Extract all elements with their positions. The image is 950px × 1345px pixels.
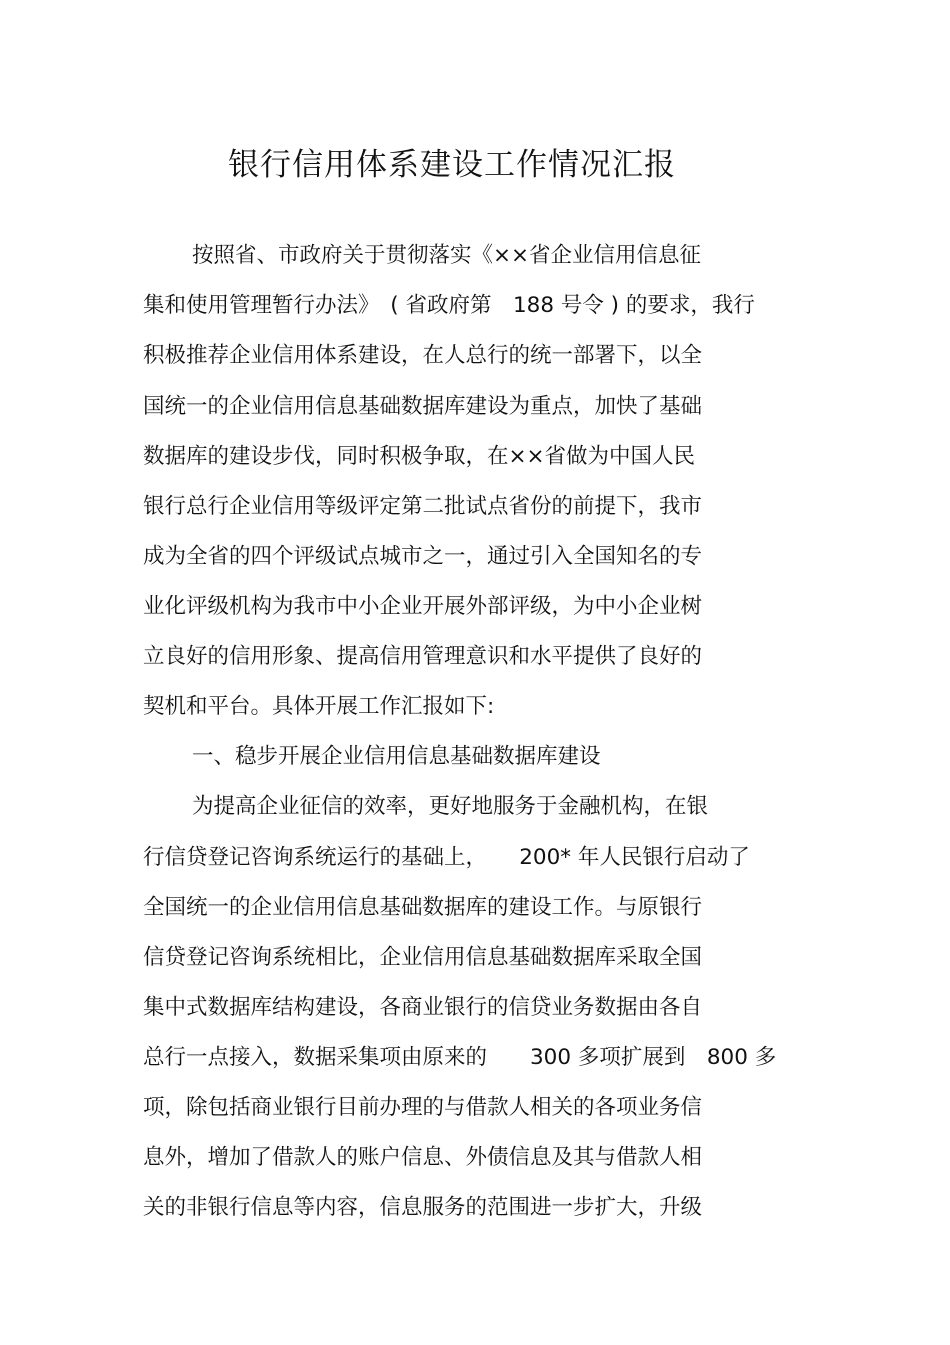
paragraph-line-4: 国统一的企业信用信息基础数据库建设为重点，加快了基础: [143, 394, 703, 419]
paragraph-line-20: 关的非银行信息等内容，信息服务的范围进一步扩大，升级: [143, 1195, 703, 1220]
paragraph-line-15: 信贷登记咨询系统相比，企业信用信息基础数据库采取全国: [143, 945, 703, 970]
paragraph-line-9: 立良好的信用形象、提高信用管理意识和水平提供了良好的: [143, 644, 703, 669]
paragraph-line-8: 业化评级机构为我市中小企业开展外部评级，为中小企业树: [143, 594, 703, 619]
document-title: 银行信用体系建设工作情况汇报: [228, 146, 676, 183]
paragraph-line-6: 银行总行企业信用等级评定第二批试点省份的前提下，我市: [143, 494, 703, 519]
paragraph-line-3: 积极推荐企业信用体系建设，在人总行的统一部署下，以全: [143, 343, 703, 368]
paragraph-line-10: 契机和平台。具体开展工作汇报如下:: [143, 694, 495, 719]
paragraph-line-17: 总行一点接入，数据采集项由原来的 300 多项扩展到 800 多: [143, 1045, 777, 1070]
paragraph-line-12: 为提高企业征信的效率，更好地服务于金融机构，在银: [192, 794, 709, 819]
paragraph-line-2: 集和使用管理暂行办法》 ( 省政府第 188 号令 ) 的要求，我行: [143, 293, 755, 318]
paragraph-line-5: 数据库的建设步伐，同时积极争取，在××省做为中国人民: [143, 444, 696, 469]
paragraph-line-7: 成为全省的四个评级试点城市之一，通过引入全国知名的专: [143, 544, 703, 569]
paragraph-line-16: 集中式数据库结构建设，各商业银行的信贷业务数据由各自: [143, 995, 703, 1020]
paragraph-line-14: 全国统一的企业信用信息基础数据库的建设工作。与原银行: [143, 895, 703, 920]
paragraph-line-1: 按照省、市政府关于贯彻落实《××省企业信用信息征: [192, 243, 702, 268]
paragraph-line-18: 项，除包括商业银行目前办理的与借款人相关的各项业务信: [143, 1095, 703, 1120]
section-heading: 一、稳步开展企业信用信息基础数据库建设: [192, 744, 601, 769]
paragraph-line-13: 行信贷登记咨询系统运行的基础上， 200* 年人民银行启动了: [143, 845, 750, 870]
paragraph-line-19: 息外，增加了借款人的账户信息、外债信息及其与借款人相: [143, 1145, 703, 1170]
